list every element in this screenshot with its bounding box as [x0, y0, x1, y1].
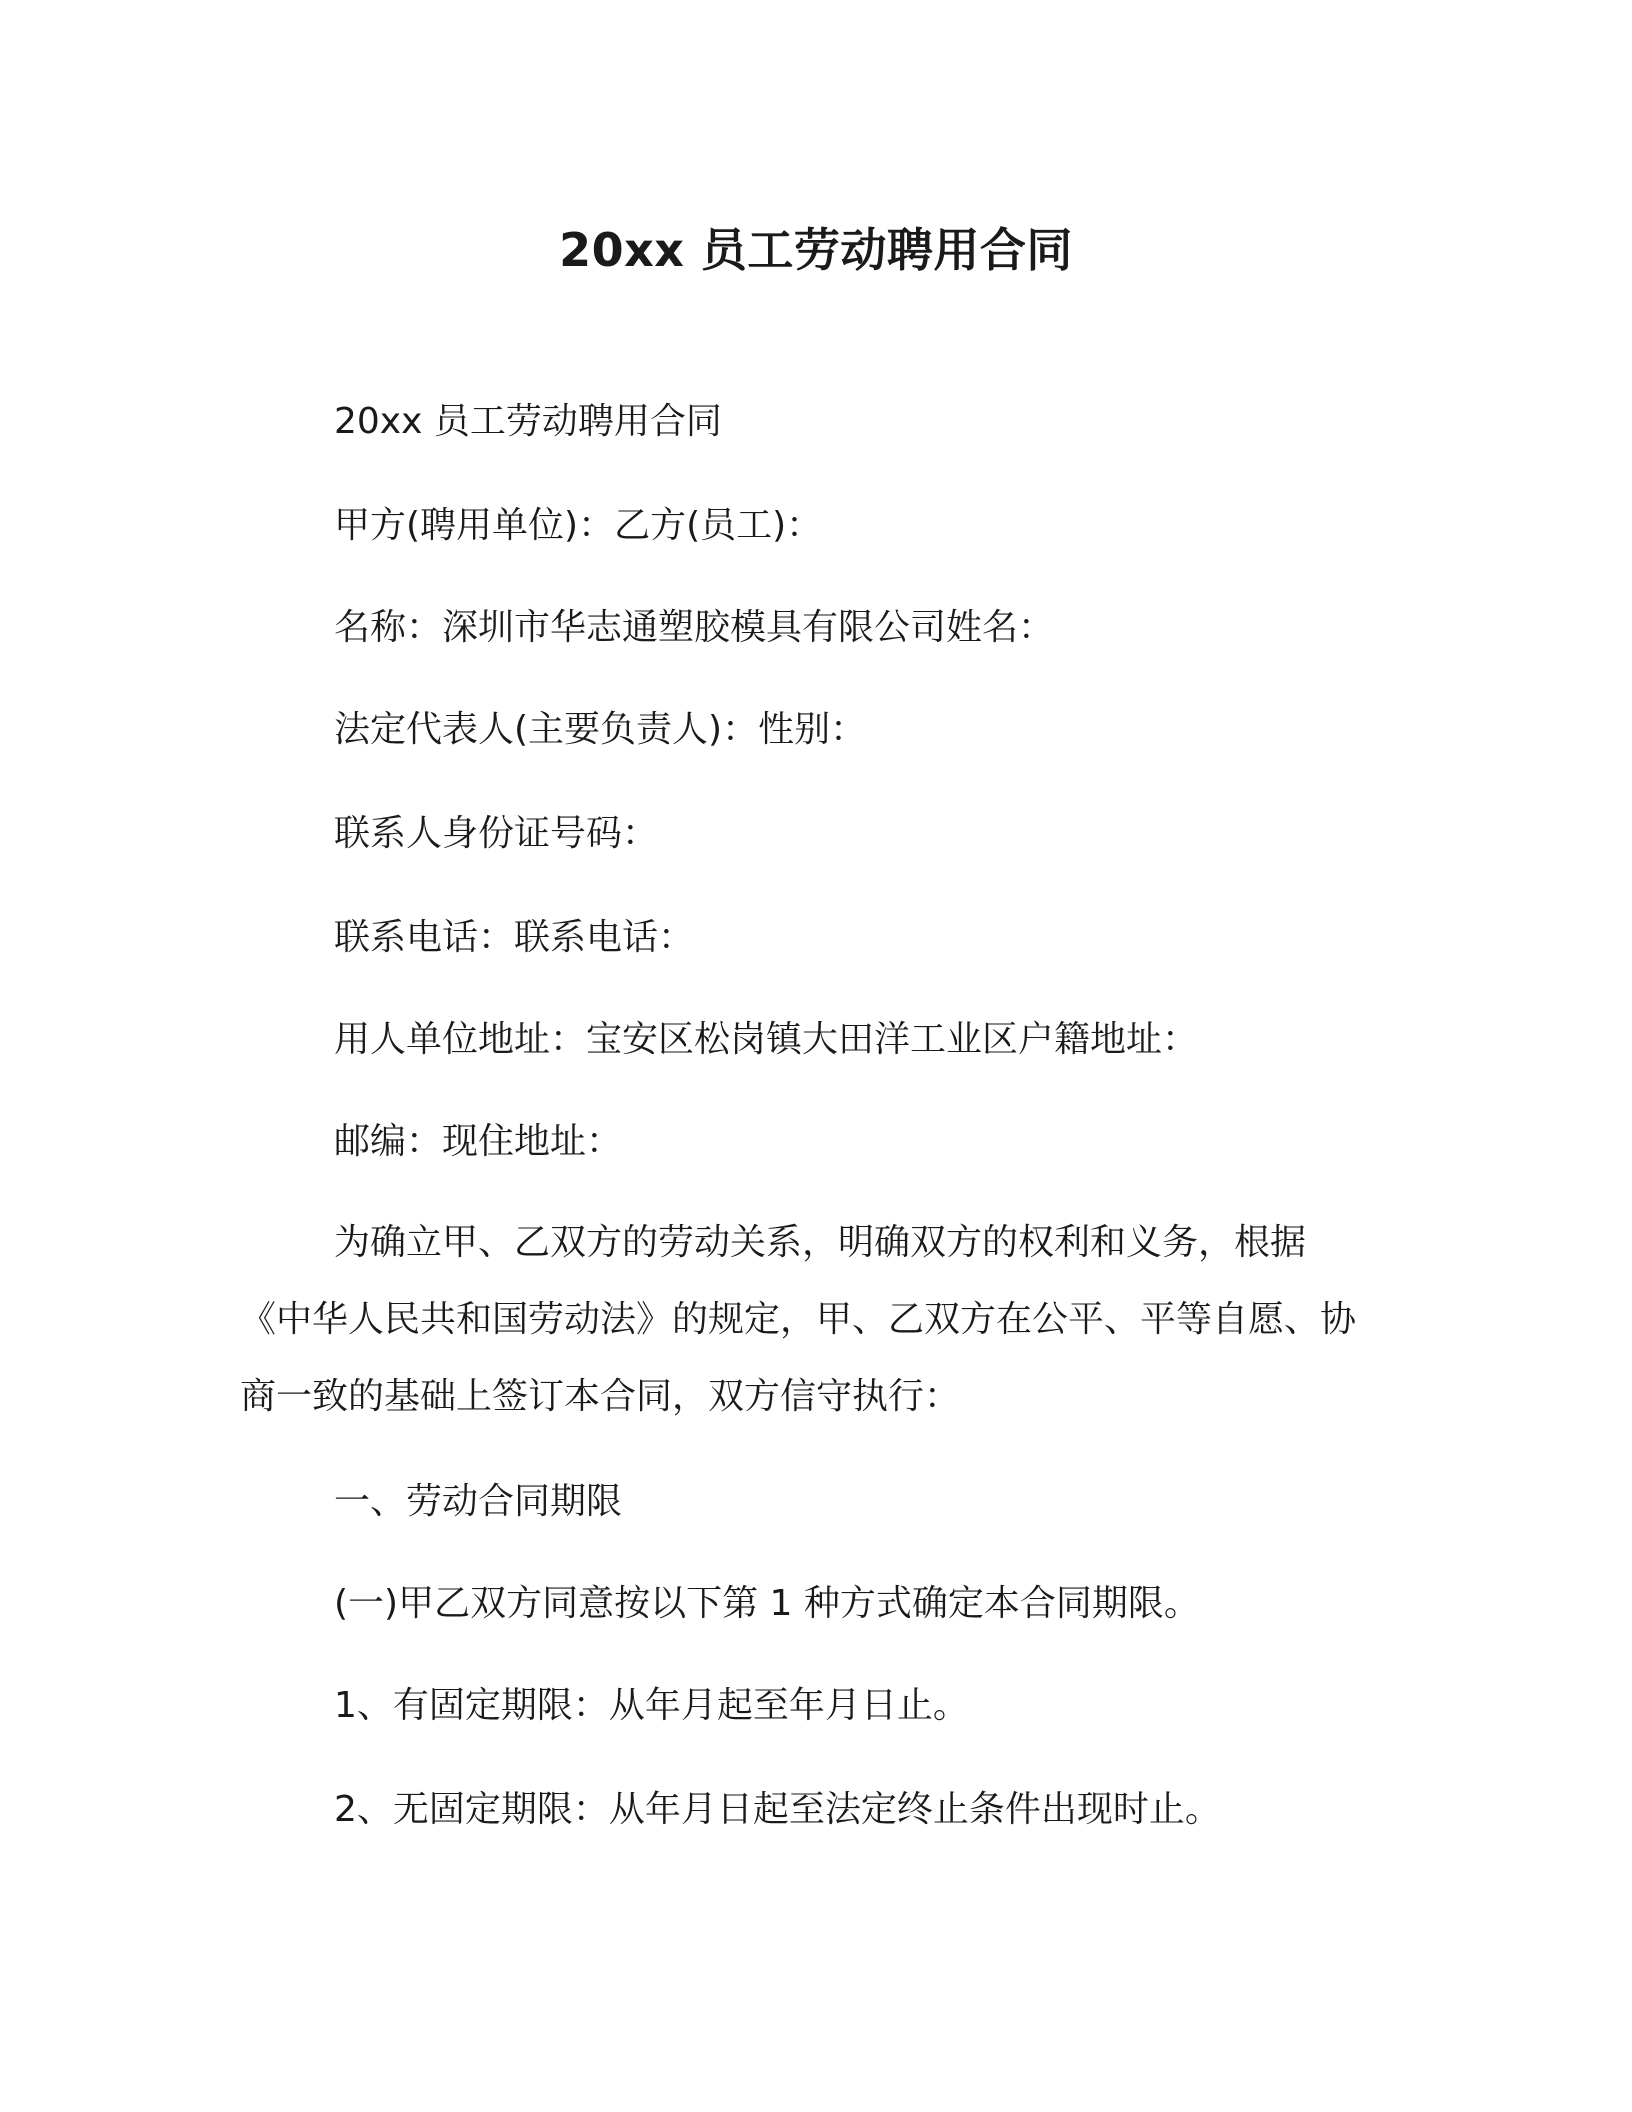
clause-fixed-term: 1、有固定期限：从年月起至年月日止。 — [334, 1685, 969, 1726]
address-line: 用人单位地址：宝安区松岗镇大田洋工业区户籍地址： — [334, 1019, 1199, 1060]
postcode-line: 邮编：现住地址： — [334, 1121, 623, 1162]
parties-line: 甲方(聘用单位)：乙方(员工)： — [334, 505, 823, 546]
document-title: 20xx 员工劳动聘用合同 — [559, 223, 1073, 277]
intro-paragraph: 为确立甲、乙双方的劳动关系，明确双方的权利和义务，根据《中华人民共和国劳动法》的规定，甲、乙双方在公平、平等自愿、协商一致的基础上签订本合同，双方信守执行： — [240, 1222, 1357, 1417]
name-line: 名称：深圳市华志通塑胶模具有限公司姓名： — [334, 607, 1055, 648]
phone-line: 联系电话：联系电话： — [334, 917, 695, 958]
contract-subtitle: 20xx 员工劳动聘用合同 — [334, 401, 722, 442]
legal-representative-line: 法定代表人(主要负责人)：性别： — [334, 709, 867, 750]
clause-term-method: (一)甲乙双方同意按以下第 1 种方式确定本合同期限。 — [334, 1583, 1200, 1624]
clause-open-term: 2、无固定期限：从年月日起至法定终止条件出现时止。 — [334, 1789, 1221, 1830]
id-number-line: 联系人身份证号码： — [334, 813, 659, 854]
section-heading: 一、劳动合同期限 — [334, 1481, 623, 1522]
